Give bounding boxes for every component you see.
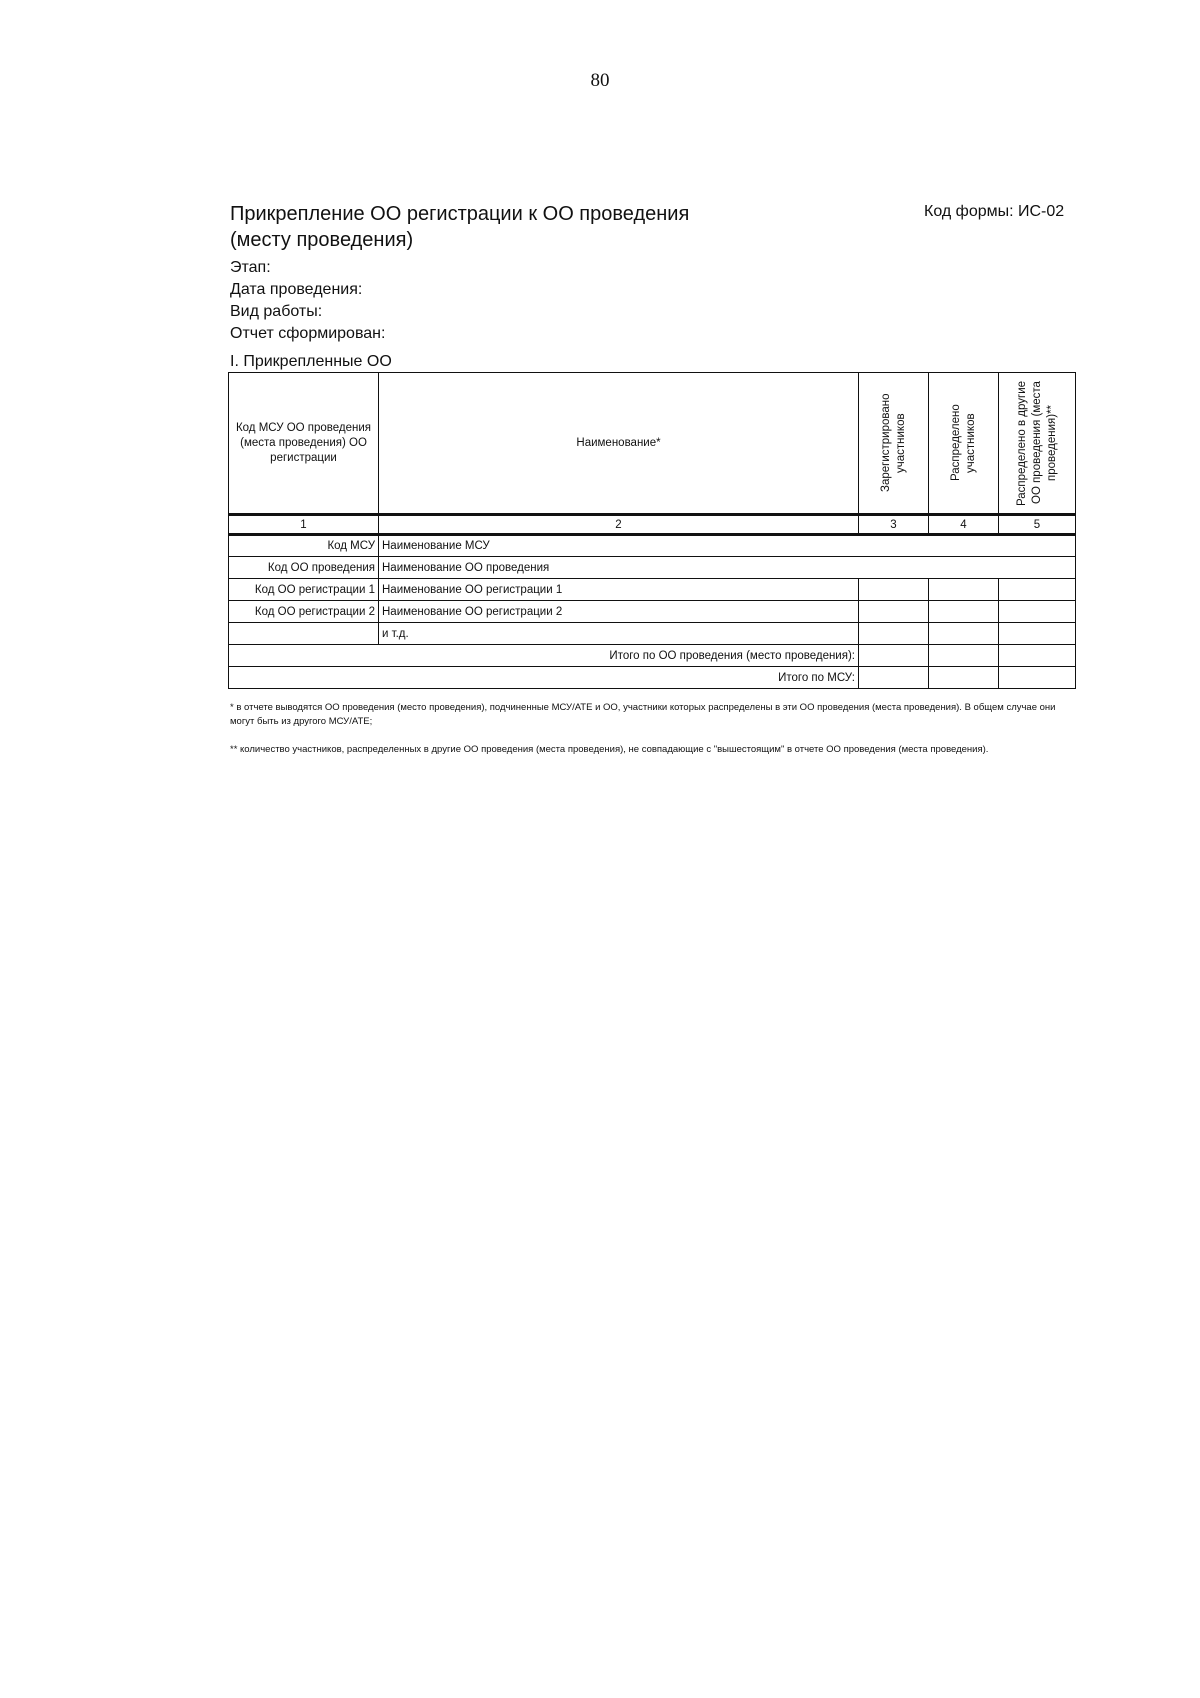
col-number: 1: [229, 515, 379, 535]
reg2-code-cell: Код ОО регистрации 2: [229, 601, 379, 623]
table-header-row: [229, 373, 1076, 515]
meta-date: Дата проведения:: [230, 281, 363, 298]
empty-cell: [929, 601, 999, 623]
meta-generated: Отчет сформирован:: [230, 325, 386, 342]
attached-oo-table: [228, 372, 1076, 689]
empty-cell: [929, 623, 999, 645]
reg1-code-cell: Код ОО регистрации 1: [229, 579, 379, 601]
msu-name-cell: Наименование МСУ: [379, 535, 1076, 557]
report-title: Прикрепление ОО регистрации к ОО проведения (месту проведения): [230, 203, 690, 251]
oo-name-cell: Наименование ОО проведения: [379, 557, 1076, 579]
empty-cell: [999, 667, 1076, 689]
meta-stage: Этап:: [230, 259, 271, 276]
empty-cell: [999, 579, 1076, 601]
empty-cell: [859, 579, 929, 601]
empty-cell: [999, 623, 1076, 645]
section-title: I. Прикрепленные ОО: [230, 353, 392, 370]
header-name: Наименование*: [379, 373, 859, 515]
empty-cell: [229, 623, 379, 645]
col-number: 2: [379, 515, 859, 535]
msu-code-cell: Код МСУ: [229, 535, 379, 557]
empty-cell: [929, 667, 999, 689]
table-row-msu: [229, 535, 1076, 557]
table-row-oo: [229, 557, 1076, 579]
table-row-total-msu: [229, 667, 1076, 689]
empty-cell: [859, 623, 929, 645]
header-distributed-other: Распределено в другие ОО проведения (места проведения)**: [999, 373, 1076, 515]
reg1-name-cell: Наименование ОО регистрации 1: [379, 579, 859, 601]
empty-cell: [999, 601, 1076, 623]
col-number: 5: [999, 515, 1076, 535]
col-number: 3: [859, 515, 929, 535]
column-numbers-row: [229, 515, 1076, 535]
etc-cell: и т.д.: [379, 623, 859, 645]
page-number: 80: [590, 70, 610, 91]
header-distributed: Распределено участников: [929, 373, 999, 515]
reg2-name-cell: Наименование ОО регистрации 2: [379, 601, 859, 623]
table-row-total-oo: [229, 645, 1076, 667]
oo-code-cell: Код ОО проведения: [229, 557, 379, 579]
empty-cell: [859, 601, 929, 623]
empty-cell: [859, 645, 929, 667]
report-meta: [230, 257, 385, 345]
footnote-2: ** количество участников, распределенных в другие ОО проведения (места проведения), не совпадающие с "вышестоящим" в отчете ОО проведения (места проведения).: [230, 744, 989, 755]
table-row-etc: [229, 623, 1076, 645]
col-number: 4: [929, 515, 999, 535]
total-msu-label: Итого по МСУ:: [229, 667, 859, 689]
header-code: Код МСУ ОО проведения (места проведения) ОО регистрации: [229, 373, 379, 515]
table-row-reg2: [229, 601, 1076, 623]
empty-cell: [999, 645, 1076, 667]
total-oo-label: Итого по ОО проведения (место проведения):: [229, 645, 859, 667]
empty-cell: [929, 645, 999, 667]
header-registered: Зарегистрировано участников: [859, 373, 929, 515]
table-row-reg1: [229, 579, 1076, 601]
empty-cell: [859, 667, 929, 689]
footnotes: [230, 701, 1072, 771]
meta-work-type: Вид работы:: [230, 303, 323, 320]
footnote-1: * в отчете выводятся ОО проведения (место проведения), подчиненные МСУ/АТЕ и ОО, участники которых распределены в эти ОО проведения (места проведения). В общем случае они могут быть из другого МСУ/АТЕ;: [230, 702, 1056, 727]
form-code: Код формы: ИС-02: [924, 203, 1065, 220]
empty-cell: [929, 579, 999, 601]
